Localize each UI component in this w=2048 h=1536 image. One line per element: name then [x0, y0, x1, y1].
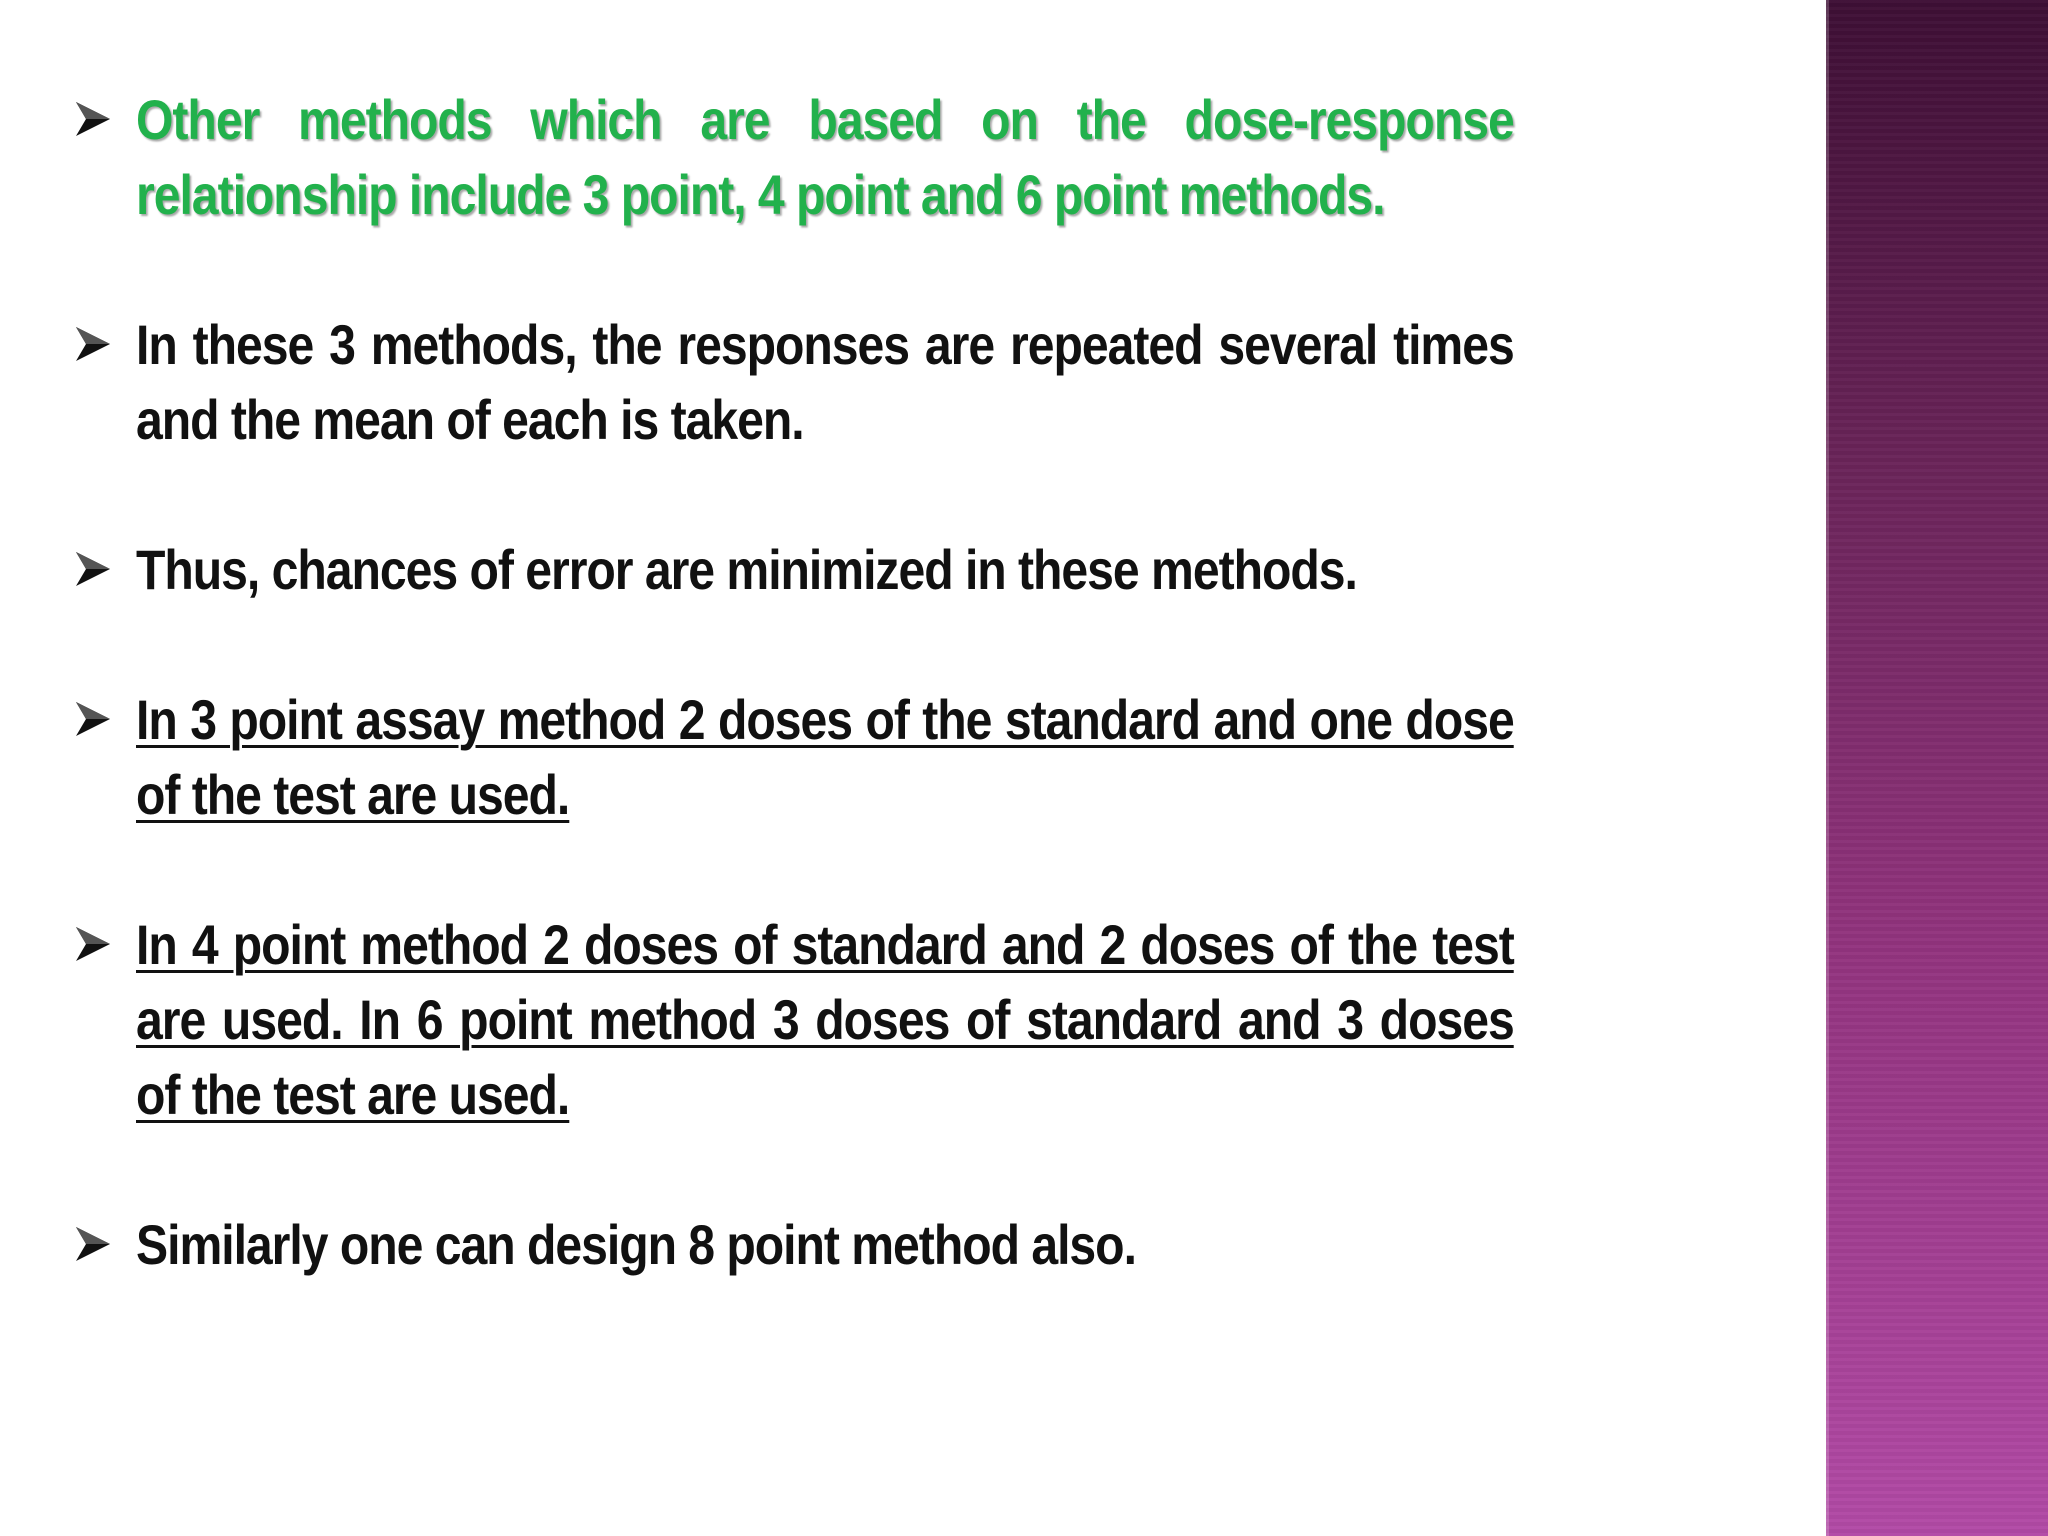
bullet-text: In 4 point method 2 doses of standard and 2 doses of the test are used. In 6 point method 3 doses of standard and 3 doses of the test are used. [136, 913, 1514, 1126]
bullet-text: Similarly one can design 8 point method also. [136, 1213, 1136, 1276]
bullet-item [72, 532, 1738, 607]
arrowhead-bullet-icon [72, 682, 136, 756]
bullet-item [72, 1207, 1738, 1282]
arrowhead-bullet-icon [72, 82, 136, 156]
bullet-text: Other methods which are based on the dose-response relationship include 3 point, 4 point and 6 point methods. [136, 88, 1514, 226]
bullet-text: In these 3 methods, the responses are repeated several times and the mean of each is taken. [136, 313, 1514, 451]
arrowhead-bullet-icon [72, 532, 136, 606]
arrowhead-bullet-icon [72, 1207, 136, 1281]
bullet-item [72, 307, 1738, 457]
decorative-side-band [1826, 0, 2048, 1536]
arrowhead-bullet-icon [72, 307, 136, 381]
arrowhead-bullet-icon [72, 907, 136, 981]
bullet-item [72, 682, 1738, 832]
side-band-edge [1826, 0, 1829, 1536]
bullet-item [72, 907, 1738, 1132]
bullet-text: Thus, chances of error are minimized in these methods. [136, 538, 1357, 601]
bullet-list [72, 82, 1738, 1282]
bullet-item [72, 82, 1738, 232]
bullet-text: In 3 point assay method 2 doses of the standard and one dose of the test are used. [136, 688, 1514, 826]
